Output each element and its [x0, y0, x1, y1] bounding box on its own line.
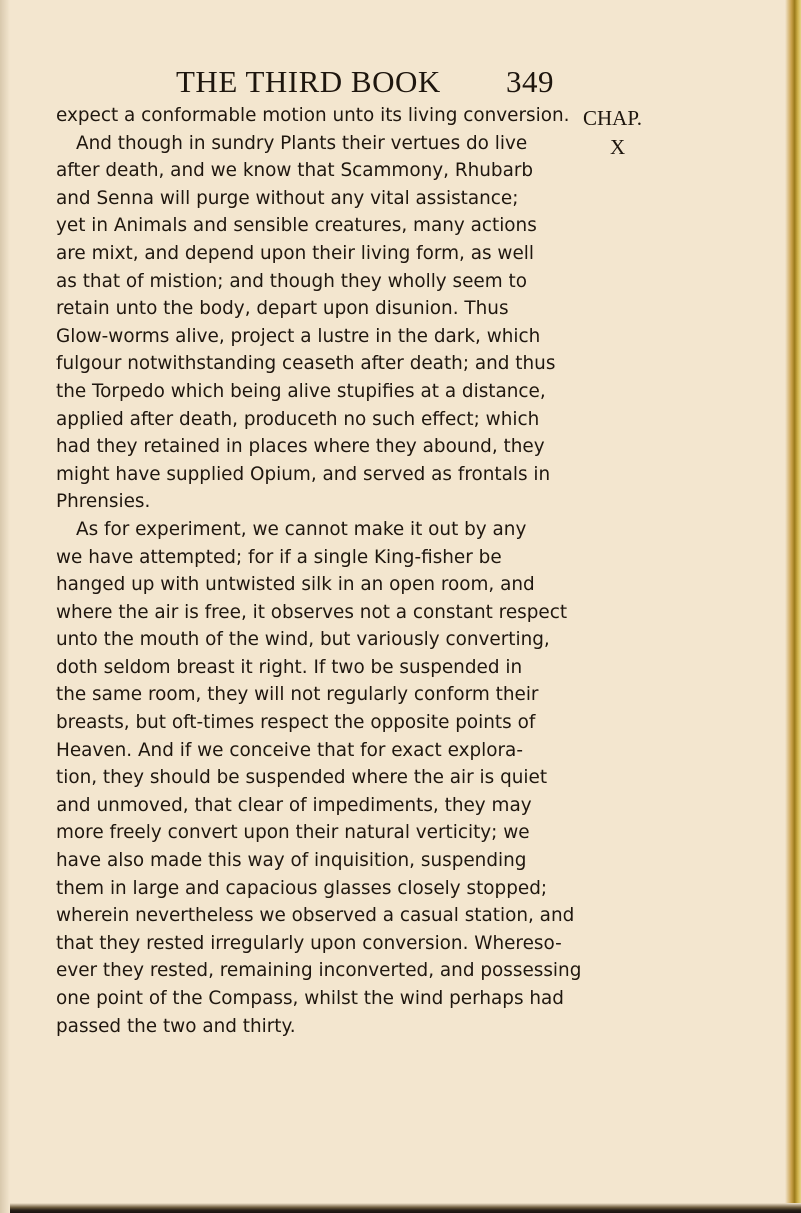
- text-line: doth seldom breast it right. If two be suspended in: [56, 656, 523, 678]
- text-line: the Torpedo which being alive stupifies at a distance,: [56, 380, 546, 402]
- text-line: breasts, but oft-times respect the opposite points of: [56, 712, 536, 734]
- text-line: retain unto the body, depart upon disunion. Thus: [56, 298, 509, 320]
- text-line: expect a conformable motion unto its living conversion.: [56, 105, 570, 126]
- text-line: that they rested irregularly upon conversion. Whereso-: [56, 932, 562, 954]
- running-head: [176, 64, 576, 98]
- text-line: fulgour notwithstanding ceaseth after death; and thus: [56, 353, 556, 375]
- chapter-label: CHAP.: [583, 106, 642, 130]
- text-line: tion, they should be suspended where the air is quiet: [56, 767, 548, 789]
- text-line: And though in sundry Plants their vertues do live: [76, 132, 528, 154]
- page-gutter-shadow: [0, 0, 10, 1213]
- text-line: might have supplied Opium, and served as frontals in: [56, 463, 551, 485]
- text-line: had they retained in places where they abound, they: [56, 436, 545, 458]
- text-line: the same room, they will not regularly conform their: [56, 684, 539, 706]
- text-line: passed the two and thirty.: [56, 1015, 296, 1037]
- body-text: [56, 102, 586, 1040]
- text-line: them in large and capacious glasses closely stopped;: [56, 877, 548, 899]
- text-line: Glow-worms alive, project a lustre in the dark, which: [56, 325, 541, 347]
- text-line: where the air is free, it observes not a constant respect: [56, 601, 568, 623]
- text-line: yet in Animals and sensible creatures, many actions: [56, 215, 537, 237]
- text-line: one point of the Compass, whilst the wind perhaps had: [56, 988, 564, 1009]
- text-line: Phrensies.: [56, 491, 151, 513]
- page-bottom-edge: [10, 1203, 801, 1213]
- text-line: wherein nevertheless we observed a casual station, and: [56, 905, 575, 927]
- running-title: THE THIRD BOOK: [176, 64, 441, 99]
- text-line: ever they rested, remaining inconverted, and possessing: [56, 960, 582, 982]
- text-line: unto the mouth of the wind, but variously converting,: [56, 629, 550, 651]
- text-line: are mixt, and depend upon their living form, as well: [56, 242, 535, 264]
- text-line: Heaven. And if we conceive that for exact explora-: [56, 739, 523, 761]
- chapter-margin-note: [583, 104, 663, 162]
- text-line: As for experiment, we cannot make it out by any: [76, 518, 527, 540]
- text-line: as that of mistion; and though they wholly seem to: [56, 270, 527, 292]
- text-line: and Senna will purge without any vital assistance;: [56, 187, 519, 209]
- text-line: after death, and we know that Scammony, Rhubarb: [56, 160, 534, 182]
- text-line: have also made this way of inquisition, suspending: [56, 850, 527, 872]
- text-line: hanged up with untwisted silk in an open room, and: [56, 574, 535, 596]
- page-number: 349: [506, 64, 554, 99]
- text-line: and unmoved, that clear of impediments, they may: [56, 794, 532, 816]
- text-line: applied after death, produceth no such effect; which: [56, 408, 540, 430]
- gilt-page-edge: [785, 0, 801, 1213]
- text-line: we have attempted; for if a single King-fisher be: [56, 546, 502, 568]
- text-line: more freely convert upon their natural verticity; we: [56, 822, 530, 844]
- chapter-number: X: [610, 135, 626, 159]
